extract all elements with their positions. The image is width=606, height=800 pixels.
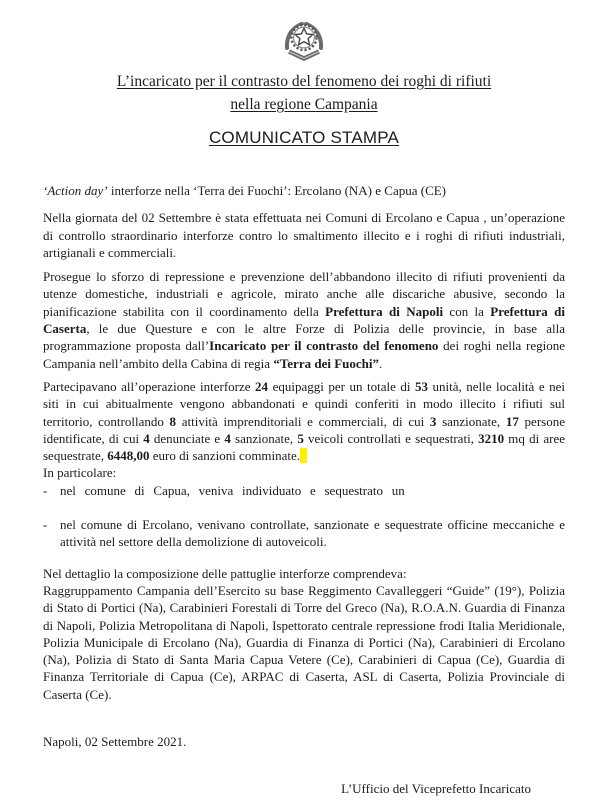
text-segment: Prefettura di Napoli	[325, 303, 444, 319]
bullet-item-ercolano	[43, 516, 565, 551]
text-segment: 3	[429, 413, 437, 429]
text-segment: , le due Questure e con le altre Forze di Polizia delle provincie, in base alla programmazione proposta dall’	[43, 321, 565, 354]
text-segment: sanzionate,	[436, 413, 506, 429]
text-segment: equipaggi per un totale di	[268, 378, 415, 394]
italian-republic-emblem-icon	[281, 18, 327, 64]
text-segment: Prosegue lo sforzo di repressione e prevenzione dell’abbandono illecito di rifiuti provenienti da utenze domestiche, industriali e agricole, mirato anche alle discariche abusive, secondo la pianificazione stabilita con il coordinamento della	[43, 269, 565, 319]
detail-composition: Raggruppamento Campania dell’Esercito su base Reggimento Cavalleggeri “Guide” (19°), Polizia di Stato di Portici (Na), Carabinieri Forestali di Torre del Greco (Na), R.O.A.N. Guardia di Finanza di Napoli, Polizia Metropolitana di Napoli, Ispettorato centrale repressione frodi Italia Meridionale, Polizia Municipale di Ercolano (Na), Guardia di Finanza di Portici (Na), Carabinieri di Ercolano (Na), Polizia di Stato di Santa Maria Capua Vetere (Ce), Carabinieri di Capua (Ce), Guardia di Finanza Territoriale di Capua (Ce), ARPAC di Caserta, ASL di Caserta, Polizia Provinciale di Caserta (Ce).	[43, 582, 565, 702]
signature: L’Ufficio del Viceprefetto Incaricato	[341, 781, 531, 797]
document-title-line2: nella regione Campania	[230, 96, 378, 113]
paragraph-coordination	[43, 268, 565, 372]
text-segment: 4	[224, 430, 231, 446]
paragraph-operation: Nella giornata del 02 Settembre è stata effettuata nei Comuni di Ercolano e Capua , un’operazione di controllo straordinario interforze contro lo smaltimento illecito e i roghi di rifiuti industriali, artigianali e commerciali.	[43, 210, 565, 260]
text-segment: mq di aree sequestrate,	[43, 430, 565, 464]
text-segment: 3210	[478, 430, 505, 446]
lead-line	[43, 182, 565, 199]
text-segment: 17	[505, 413, 519, 429]
text-segment: veicoli controllati e sequestrati,	[303, 430, 479, 446]
dateline: Napoli, 02 Settembre 2021.	[43, 734, 187, 750]
text-segment: attività imprenditoriali e commerciali, di cui	[176, 413, 430, 429]
text-segment: denunciate e	[149, 430, 225, 446]
bullet-marker: -	[43, 517, 48, 533]
text-segment: Partecipavano all’operazione interforze	[43, 378, 256, 394]
text-segment: 24	[255, 378, 269, 394]
in-particular-label: In particolare:	[43, 465, 117, 481]
text-segment: euro di sanzioni comminate.	[149, 448, 301, 464]
bullet-text: nel comune di Ercolano, venivano controllate, sanzionate e sequestrate officine meccaniche e attività nel settore della demolizione di autoveicoli.	[60, 517, 565, 550]
text-segment: 6448,00	[107, 448, 150, 464]
text-segment: con la	[443, 303, 491, 319]
text-segment: Incaricato per il contrasto del fenomeno	[209, 338, 439, 354]
text-segment: dei roghi nella regione Campania nell’ambito della Cabina di regia	[43, 338, 565, 371]
text-segment: ‘Action day’	[43, 183, 108, 198]
text-segment: 5	[297, 430, 304, 446]
text-segment: Prefettura di Caserta	[43, 303, 565, 337]
text-segment: .	[379, 355, 383, 371]
paragraph-results	[43, 378, 565, 464]
bullet-item-capua	[43, 482, 565, 499]
bullet-text: nel comune di Capua, veniva individuato e sequestrato un	[60, 482, 405, 498]
bullet-marker: -	[43, 482, 48, 498]
text-segment: persone identificate, di cui	[43, 413, 565, 446]
text-segment: “Terra dei Fuochi”	[273, 355, 379, 371]
text-segment: 8	[169, 413, 177, 429]
document-title	[43, 70, 565, 116]
emblem-container	[43, 0, 565, 64]
text-segment: 53	[415, 378, 428, 394]
text-segment: sanzionate,	[230, 430, 298, 446]
press-release-heading: COMUNICATO STAMPA	[208, 128, 400, 147]
text-segment: 4	[143, 430, 150, 446]
text-segment	[300, 448, 307, 463]
detail-intro: Nel dettaglio la composizione delle pattuglie interforze comprendeva:	[43, 565, 407, 581]
text-segment: interforze nella ‘Terra dei Fuochi’: Ercolano (NA) e Capua (CE)	[107, 183, 447, 198]
text-segment: unità, nelle località e nei siti in cui abitualmente vengono abbandonati e quindi conferiti in modo illecito i rifiuti sul territorio, controllando	[43, 378, 565, 429]
document-title-line1: L’incaricato per il contrasto del fenomeno dei roghi di rifiuti	[116, 73, 492, 90]
